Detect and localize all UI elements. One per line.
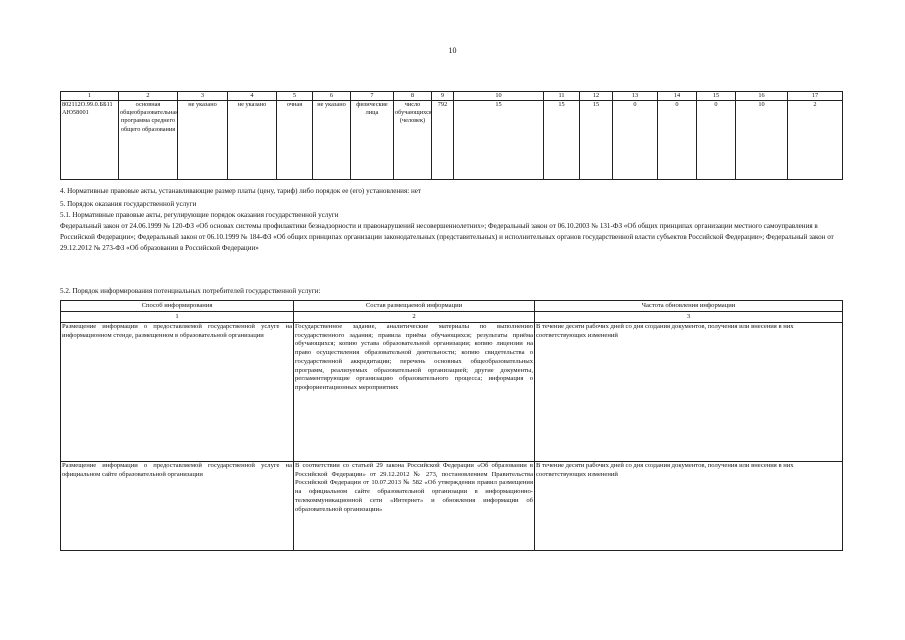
table-row [61,462,843,551]
table-cell: 0 [658,101,697,180]
service-volume-table [60,91,843,180]
table-cell: 0 [613,101,658,180]
table-row [61,323,843,462]
header-row [61,301,843,312]
column-header: 12 [580,92,613,101]
column-header: 5 [277,92,313,101]
information-procedure-table [60,300,843,551]
page-number: 10 [448,46,457,55]
table-cell: 792 [432,101,454,180]
info-frequency-cell: В течение десяти рабочих дней со дня создания документов, получения или внесения в них соответствующих изменений [535,462,843,551]
column-header: 13 [613,92,658,101]
column-header: 1 [61,92,119,101]
table-cell: физические лица [351,101,394,180]
table-cell: 0 [697,101,736,180]
column-header-frequency: Частота обновления информации [535,301,843,312]
header-row [61,92,843,101]
column-header: 15 [697,92,736,101]
section-5-2-heading: 5.2. Порядок информирования потенциальных потребителей государственной услуги: [60,287,321,295]
table-cell-registry-number: 802112О.99.0.ББ11АЮ58001 [61,101,119,180]
table-cell: не указано [178,101,228,180]
column-header: 14 [658,92,697,101]
table-cell: 2 [788,101,843,180]
section-5-1-heading: 5.1. Нормативные правовые акты, регулирующие порядок оказания государственной услуги [60,211,339,219]
column-number-row [61,312,843,323]
table-cell-program: основная общеобразовательная программа среднего общего образования [119,101,178,180]
section-5-heading: 5. Порядок оказания государственной услуги [60,200,197,208]
info-method-cell: Размещение информации о предоставляемой государственной услуге на информационном стенде, размещенном в образовательной организации [61,323,294,462]
table-row [61,101,843,180]
table-cell: 15 [544,101,580,180]
info-frequency-cell: В течение десяти рабочих дней со дня создания документов, получения или внесения в них соответствующих изменений [535,323,843,462]
column-number: 2 [294,312,535,323]
column-header-content: Состав размещаемой информации [294,301,535,312]
table-cell: очная [277,101,313,180]
info-content-cell: В соответствии со статьей 29 закона Российской Федерации «Об образовании в Российской Федерации» от 29.12.2012 № 273, постановлением Правительства Российской Федерации от 10.07.2013 № 582 «Об утверждении правил размещения на официальном сайте образовательной организации в информационно-телекоммуникационной сети «Интернет» и обновления информации об образовательной организации» [294,462,535,551]
section-4-text: 4. Нормативные правовые акты, устанавливающие размер платы (цену, тариф) либо порядок ее (его) установления: нет [60,187,422,195]
info-method-cell: Размещение информации о предоставляемой государственной услуге на официальном сайте образовательной организации [61,462,294,551]
column-header-method: Способ информирования [61,301,294,312]
column-header: 8 [394,92,432,101]
column-header: 10 [454,92,544,101]
column-number: 1 [61,312,294,323]
legal-acts-section [60,186,842,197]
service-procedure-section [60,199,842,254]
column-header: 6 [313,92,351,101]
table-cell: 10 [736,101,788,180]
column-header: 7 [351,92,394,101]
column-header: 9 [432,92,454,101]
column-header: 3 [178,92,228,101]
column-header: 11 [544,92,580,101]
table-cell: 15 [580,101,613,180]
table-cell: не указано [228,101,277,180]
table-cell: 15 [454,101,544,180]
table-cell: число обучающихся (человек) [394,101,432,180]
table-cell: не указано [313,101,351,180]
column-header: 16 [736,92,788,101]
column-header: 17 [788,92,843,101]
column-header: 2 [119,92,178,101]
laws-list-text: Федеральный закон от 24.06.1999 № 120-ФЗ «Об основах системы профилактики безнадзорности и правонарушений несовершеннолетних»; Федеральный закон от 06.10.2003 № 131-ФЗ «Об общих принципах организации местного самоуправления в Российской Федерации»; Федеральный закон от 06.10.1999 № 184-ФЗ «Об общих принципах организации законодательных (представительных) и исполнительных органов государственной власти субъектов Российской Федерации»; Федеральный закон от 29.12.2012 № 273-ФЗ «Об образовании в Российской Федерации» [60,222,834,252]
column-header: 4 [228,92,277,101]
column-number: 3 [535,312,843,323]
info-content-cell: Государственное задание, аналитические материалы по выполнению государственного задания; правила приёма обучающихся; результаты приёма обучающихся; копию устава образовательной организации; копию лицензии на право осуществления образовательной деятельности; копию свидетельства о государственной аккредитации; перечень основных общеобразовательных программ, реализуемых образовательной организацией; другие документы, регламентирующие организацию образовательного процесса; информация о профориентационных мероприятиях [294,323,535,462]
